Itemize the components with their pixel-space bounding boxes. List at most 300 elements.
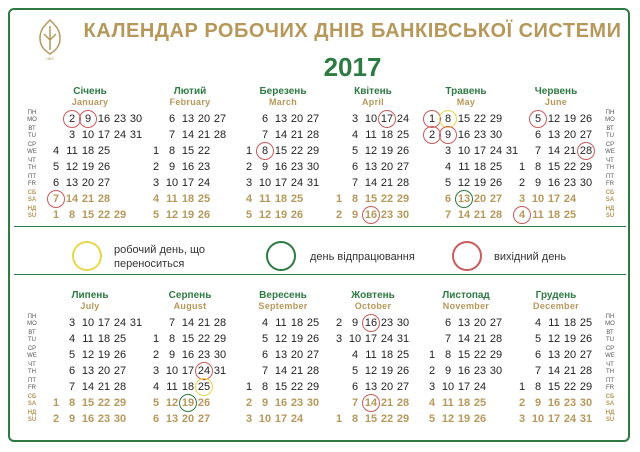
day-cell: 31 xyxy=(213,365,227,377)
day-cell: 20 xyxy=(290,113,304,125)
day-cell: 30 xyxy=(396,209,410,221)
week-row xyxy=(148,111,232,127)
day-cell: 11 xyxy=(66,145,78,157)
weekday-label-left xyxy=(22,158,42,171)
week-row xyxy=(48,331,132,347)
holiday-marker xyxy=(79,110,97,128)
day-cell: 31 xyxy=(579,413,593,425)
month-name-ua: Жовтень xyxy=(351,290,395,301)
week-row xyxy=(424,127,508,143)
day-cell: 25 xyxy=(290,193,304,205)
day-cell: 2 xyxy=(335,317,343,329)
day-cell: 27 xyxy=(579,129,593,141)
weekday-label-left xyxy=(22,330,42,343)
day-cell: 17 xyxy=(457,381,471,393)
day-cell: 1 xyxy=(428,113,436,125)
week-row xyxy=(48,363,132,379)
weekday-en: WE xyxy=(605,352,615,359)
month-name-en: September xyxy=(258,301,308,311)
weekday-label-left xyxy=(22,142,42,155)
day-cell: 23 xyxy=(197,161,211,173)
weekday-ua: ПТ xyxy=(606,174,614,180)
day-cell: 14 xyxy=(457,333,471,345)
day-cell: 23 xyxy=(290,397,304,409)
day-cell: 20 xyxy=(380,381,394,393)
day-cell: 4 xyxy=(351,349,359,361)
day-cell: 18 xyxy=(547,209,561,221)
day-cell: 18 xyxy=(457,397,471,409)
month-april xyxy=(331,86,415,223)
day-cell: 18 xyxy=(97,333,111,345)
day-cell: 20 xyxy=(563,129,577,141)
day-cell: 19 xyxy=(181,209,195,221)
weekday-en: SU xyxy=(605,212,615,219)
day-cell: 11 xyxy=(259,193,271,205)
day-cell: 31 xyxy=(129,129,143,141)
day-cell: 22 xyxy=(563,381,577,393)
day-cell: 12 xyxy=(547,113,561,125)
weekday-en: TH xyxy=(28,368,36,375)
day-cell: 7 xyxy=(444,209,452,221)
month-name-ua: Квітень xyxy=(354,86,392,97)
day-cell: 8 xyxy=(351,413,359,425)
week-row xyxy=(514,127,598,143)
day-cell: 6 xyxy=(261,113,269,125)
day-cell: 8 xyxy=(168,333,176,345)
weekday-label-left xyxy=(22,394,42,407)
day-cell: 16 xyxy=(81,413,95,425)
day-cell: 16 xyxy=(97,113,111,125)
day-cell: 12 xyxy=(441,413,455,425)
weekday-ua: СБ xyxy=(605,190,615,196)
day-cell: 30 xyxy=(306,397,320,409)
day-cell: 14 xyxy=(547,365,561,377)
day-cell: 14 xyxy=(547,145,561,157)
week-row xyxy=(48,379,132,395)
week-row xyxy=(331,379,415,395)
week-row xyxy=(331,363,415,379)
day-cell: 19 xyxy=(473,177,487,189)
day-cell: 19 xyxy=(97,349,111,361)
day-cell: 20 xyxy=(97,365,111,377)
month-name-ua: Лютий xyxy=(173,86,207,97)
week-row xyxy=(241,331,325,347)
weekday-ua: НД xyxy=(27,410,37,416)
day-cell: 8 xyxy=(261,381,269,393)
weekday-en: FR xyxy=(28,180,36,187)
day-cell: 8 xyxy=(444,113,452,125)
day-cell: 4 xyxy=(152,193,160,205)
week-row xyxy=(48,315,143,331)
day-cell: 3 xyxy=(68,129,76,141)
day-cell: 6 xyxy=(168,113,176,125)
day-cell: 10 xyxy=(364,113,378,125)
day-cell: 3 xyxy=(152,177,160,189)
day-cell: 23 xyxy=(97,413,111,425)
day-cell: 22 xyxy=(473,349,487,361)
week-row xyxy=(331,111,415,127)
day-cell: 13 xyxy=(81,365,95,377)
day-cell: 3 xyxy=(335,333,343,345)
day-cell: 7 xyxy=(444,333,452,345)
day-cell: 9 xyxy=(68,413,76,425)
weekday-label-left xyxy=(22,206,42,219)
month-june xyxy=(514,86,598,223)
weekday-ua: НД xyxy=(605,206,615,212)
weekday-en: SU xyxy=(27,212,37,219)
day-cell: 4 xyxy=(444,161,452,173)
day-cell: 22 xyxy=(380,193,394,205)
weekday-ua: ПТ xyxy=(28,174,36,180)
weekday-ua: ПН xyxy=(27,314,37,320)
day-cell: 16 xyxy=(364,209,378,221)
day-cell: 28 xyxy=(579,145,593,157)
day-cell: 6 xyxy=(351,381,359,393)
weekday-ua: НД xyxy=(605,410,615,416)
weekday-en: SA xyxy=(605,196,615,203)
day-cell: 19 xyxy=(380,365,394,377)
day-cell: 14 xyxy=(274,365,288,377)
day-cell: 5 xyxy=(152,397,160,409)
day-cell: 24 xyxy=(563,413,577,425)
week-row xyxy=(331,411,415,427)
day-cell: 17 xyxy=(274,413,288,425)
weekday-label-left xyxy=(22,346,42,359)
day-cell: 5 xyxy=(428,413,436,425)
day-cell: 2 xyxy=(68,113,76,125)
day-cell: 29 xyxy=(579,381,593,393)
day-cell: 5 xyxy=(534,333,542,345)
week-row xyxy=(148,127,232,143)
day-cell: 26 xyxy=(396,365,410,377)
weekday-label-right xyxy=(600,378,620,391)
day-cell: 23 xyxy=(290,161,304,173)
week-row xyxy=(514,347,598,363)
day-cell: 6 xyxy=(534,349,542,361)
day-cell: 30 xyxy=(129,113,143,125)
day-cell: 15 xyxy=(81,209,95,221)
day-cell: 9 xyxy=(168,349,176,361)
weekday-label-right xyxy=(600,126,620,139)
weekday-en: TH xyxy=(606,368,614,375)
day-cell: 1 xyxy=(245,145,253,157)
day-cell: 30 xyxy=(579,177,593,189)
week-row xyxy=(48,191,132,207)
day-cell: 8 xyxy=(444,349,452,361)
day-cell: 15 xyxy=(457,113,471,125)
day-cell: 29 xyxy=(113,209,127,221)
day-cell: 24 xyxy=(113,317,127,329)
week-row xyxy=(424,143,519,159)
weekday-label-left xyxy=(22,362,42,375)
day-cell: 17 xyxy=(97,317,111,329)
day-cell: 28 xyxy=(579,365,593,377)
week-row xyxy=(48,395,132,411)
day-cell: 13 xyxy=(165,413,179,425)
weekday-en: SA xyxy=(27,196,37,203)
day-cell: 15 xyxy=(274,145,288,157)
day-cell: 7 xyxy=(351,397,359,409)
week-row xyxy=(48,111,143,127)
day-cell: 21 xyxy=(290,129,304,141)
day-cell: 25 xyxy=(113,333,127,345)
weekday-ua: ВТ xyxy=(606,126,614,132)
day-cell: 29 xyxy=(306,145,320,157)
holiday-marker xyxy=(362,314,380,332)
day-cell: 1 xyxy=(428,349,436,361)
day-cell: 11 xyxy=(442,397,454,409)
day-cell: 3 xyxy=(518,193,526,205)
day-cell: 2 xyxy=(428,129,436,141)
weekday-ua: ПН xyxy=(605,110,615,116)
day-cell: 24 xyxy=(197,177,211,189)
day-cell: 25 xyxy=(97,145,111,157)
holiday-marker xyxy=(378,110,396,128)
day-cell: 12 xyxy=(258,209,272,221)
week-row xyxy=(148,143,232,159)
day-cell: 17 xyxy=(181,365,195,377)
day-cell: 26 xyxy=(290,209,304,221)
week-row xyxy=(148,395,232,411)
weekday-en: TU xyxy=(606,336,614,343)
day-cell: 18 xyxy=(380,349,394,361)
day-cell: 12 xyxy=(165,209,179,221)
day-cell: 8 xyxy=(534,381,542,393)
day-cell: 12 xyxy=(274,333,288,345)
day-cell: 22 xyxy=(380,413,394,425)
weekday-label-right xyxy=(600,190,620,203)
legend-workoff-icon xyxy=(266,241,296,271)
day-cell: 29 xyxy=(113,397,127,409)
weekday-en: MO xyxy=(605,116,615,123)
day-cell: 26 xyxy=(97,161,111,173)
weekday-en: SA xyxy=(27,400,37,407)
day-cell: 18 xyxy=(473,161,487,173)
day-cell: 1 xyxy=(152,333,160,345)
day-cell: 28 xyxy=(213,129,227,141)
day-cell: 24 xyxy=(380,333,394,345)
day-cell: 10 xyxy=(165,365,179,377)
day-cell: 15 xyxy=(274,381,288,393)
day-cell: 19 xyxy=(563,113,577,125)
week-row xyxy=(148,347,232,363)
weekday-label-right xyxy=(600,174,620,187)
day-cell: 17 xyxy=(97,129,111,141)
legend-holiday-icon xyxy=(452,241,482,271)
day-cell: 24 xyxy=(290,413,304,425)
day-cell: 18 xyxy=(563,317,577,329)
day-cell: 8 xyxy=(261,145,269,157)
day-cell: 13 xyxy=(547,129,561,141)
day-cell: 1 xyxy=(335,413,343,425)
day-cell: 27 xyxy=(396,161,410,173)
weekday-en: TH xyxy=(28,164,36,171)
day-cell: 22 xyxy=(290,381,304,393)
month-name-ua: Червень xyxy=(534,86,578,97)
day-cell: 18 xyxy=(181,381,195,393)
day-cell: 27 xyxy=(213,113,227,125)
month-july xyxy=(48,290,143,427)
day-cell: 11 xyxy=(532,209,544,221)
day-cell: 21 xyxy=(97,381,111,393)
day-cell: 28 xyxy=(489,333,503,345)
day-cell: 21 xyxy=(81,193,95,205)
day-cell: 4 xyxy=(152,381,160,393)
day-cell: 14 xyxy=(274,129,288,141)
weekday-ua: ПН xyxy=(27,110,37,116)
day-cell: 15 xyxy=(547,381,561,393)
weekday-en: MO xyxy=(605,320,615,327)
day-cell: 23 xyxy=(473,129,487,141)
workoff-marker xyxy=(455,190,473,208)
day-cell: 24 xyxy=(489,145,503,157)
day-cell: 25 xyxy=(563,209,577,221)
day-cell: 19 xyxy=(457,413,471,425)
weekday-label-left xyxy=(22,378,42,391)
day-cell: 14 xyxy=(181,129,195,141)
weekday-ua: СБ xyxy=(27,190,37,196)
day-cell: 30 xyxy=(579,397,593,409)
weekday-ua: СБ xyxy=(605,394,615,400)
month-name-en: July xyxy=(80,301,100,311)
day-cell: 4 xyxy=(518,209,526,221)
week-row xyxy=(148,159,232,175)
week-row xyxy=(331,207,415,223)
day-cell: 14 xyxy=(65,193,79,205)
day-cell: 3 xyxy=(68,317,76,329)
day-cell: 24 xyxy=(113,129,127,141)
day-cell: 22 xyxy=(290,145,304,157)
holiday-marker xyxy=(256,142,274,160)
day-cell: 24 xyxy=(396,113,410,125)
day-cell: 12 xyxy=(457,177,471,189)
weekday-label-right xyxy=(600,346,620,359)
day-cell: 27 xyxy=(97,177,111,189)
month-name-en: March xyxy=(268,97,297,107)
month-name-en: August xyxy=(173,301,207,311)
weekday-en: WE xyxy=(605,148,615,155)
day-cell: 5 xyxy=(261,333,269,345)
day-cell: 7 xyxy=(534,365,542,377)
day-cell: 15 xyxy=(364,193,378,205)
holiday-marker xyxy=(577,142,595,160)
month-name-en: November xyxy=(442,301,490,311)
day-cell: 25 xyxy=(306,317,320,329)
day-cell: 5 xyxy=(245,209,253,221)
day-cell: 25 xyxy=(473,397,487,409)
weekday-ua: ВТ xyxy=(606,330,614,336)
day-cell: 16 xyxy=(181,349,195,361)
week-row xyxy=(241,315,325,331)
day-cell: 26 xyxy=(396,145,410,157)
day-cell: 4 xyxy=(245,193,253,205)
week-row xyxy=(514,315,598,331)
week-row xyxy=(424,347,508,363)
month-january xyxy=(48,86,143,223)
day-cell: 1 xyxy=(152,145,160,157)
week-row xyxy=(241,379,325,395)
month-name-ua: Вересень xyxy=(259,290,307,301)
weekday-label-left xyxy=(22,174,42,187)
week-row xyxy=(424,379,508,395)
page-title: КАЛЕНДАР РОБОЧИХ ДНІВ БАНКІВСЬКОЇ СИСТЕМИ xyxy=(83,20,622,42)
month-name-ua: Січень xyxy=(73,86,107,97)
day-cell: 16 xyxy=(274,161,288,173)
day-cell: 13 xyxy=(547,349,561,361)
day-cell: 29 xyxy=(489,349,503,361)
day-cell: 11 xyxy=(365,349,377,361)
day-cell: 2 xyxy=(52,413,60,425)
week-row xyxy=(148,315,232,331)
day-cell: 14 xyxy=(181,317,195,329)
week-row xyxy=(241,395,325,411)
day-cell: 16 xyxy=(547,177,561,189)
month-name-en: May xyxy=(456,97,476,107)
day-cell: 6 xyxy=(444,193,452,205)
day-cell: 27 xyxy=(489,317,503,329)
day-cell: 5 xyxy=(444,177,452,189)
month-march xyxy=(241,86,325,223)
weekday-label-right xyxy=(600,206,620,219)
day-cell: 11 xyxy=(365,129,377,141)
week-row xyxy=(148,175,232,191)
week-row xyxy=(241,207,325,223)
weekday-ua: НД xyxy=(27,206,37,212)
day-cell: 27 xyxy=(489,193,503,205)
month-name-ua: Серпень xyxy=(168,290,212,301)
holiday-marker xyxy=(362,394,380,412)
day-cell: 30 xyxy=(489,129,503,141)
day-cell: 20 xyxy=(380,161,394,173)
day-cell: 22 xyxy=(473,113,487,125)
week-row xyxy=(241,363,325,379)
holiday-marker xyxy=(47,190,65,208)
week-row xyxy=(148,191,232,207)
week-row xyxy=(148,379,232,395)
day-cell: 23 xyxy=(113,113,127,125)
day-cell: 30 xyxy=(396,317,410,329)
day-cell: 21 xyxy=(290,365,304,377)
day-cell: 5 xyxy=(52,161,60,173)
day-cell: 7 xyxy=(534,145,542,157)
day-cell: 2 xyxy=(152,349,160,361)
day-cell: 16 xyxy=(274,397,288,409)
day-cell: 5 xyxy=(152,209,160,221)
day-cell: 21 xyxy=(473,333,487,345)
day-cell: 26 xyxy=(489,177,503,189)
day-cell: 1 xyxy=(245,381,253,393)
week-row xyxy=(241,143,325,159)
day-cell: 16 xyxy=(457,365,471,377)
month-name-ua: Травень xyxy=(445,86,487,97)
weekday-ua: ПТ xyxy=(28,378,36,384)
day-cell: 9 xyxy=(534,397,542,409)
day-cell: 26 xyxy=(579,113,593,125)
day-cell: 3 xyxy=(152,365,160,377)
day-cell: 9 xyxy=(444,365,452,377)
day-cell: 27 xyxy=(579,349,593,361)
day-cell: 11 xyxy=(166,381,178,393)
week-row xyxy=(514,363,598,379)
weekday-label-right xyxy=(600,158,620,171)
day-cell: 4 xyxy=(534,317,542,329)
week-row xyxy=(331,143,415,159)
day-cell: 2 xyxy=(518,177,526,189)
day-cell: 9 xyxy=(261,397,269,409)
day-cell: 16 xyxy=(457,129,471,141)
month-name-en: April xyxy=(361,97,384,107)
week-row xyxy=(241,347,325,363)
